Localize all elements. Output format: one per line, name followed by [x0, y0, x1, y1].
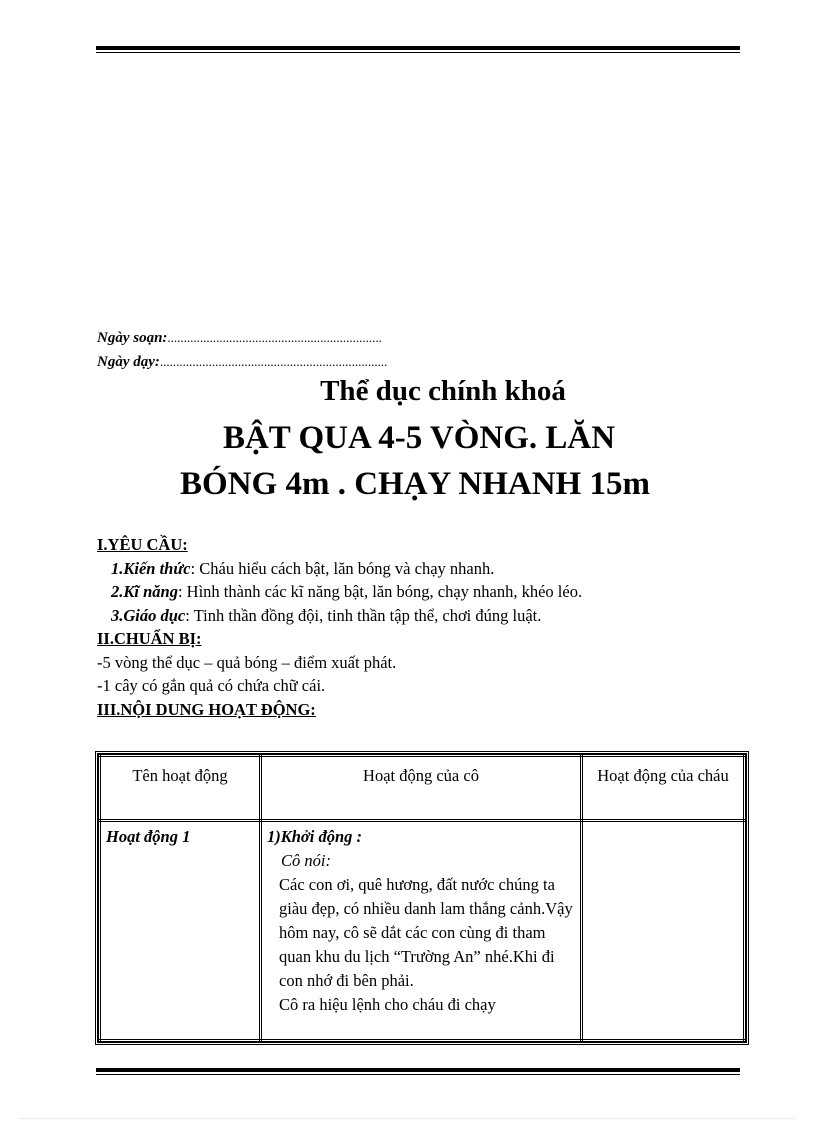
requirement-knowledge: 1.Kiến thức: Cháu hiểu cách bật, lăn bóng và chạy nhanh.: [111, 558, 495, 578]
warmup-heading: 1)Khởi động :: [267, 827, 363, 846]
date-block: [97, 326, 387, 374]
section-activities-heading: III.NỘI DUNG HOẠT ĐỘNG:: [97, 699, 316, 719]
lesson-content: [97, 533, 737, 721]
section-requirements-heading: I.YÊU CẦU:: [97, 535, 188, 554]
table-header-row: [100, 756, 745, 821]
teacher-says-label: Cô nói:: [281, 851, 331, 870]
section-preparation-heading: II.CHUẨN BỊ:: [97, 629, 202, 648]
child-activity-cell: [582, 821, 745, 1041]
page-edge-dotted-line: [20, 1118, 796, 1119]
teacher-paragraph-2: Cô ra hiệu lệnh cho cháu đi chạy: [279, 995, 496, 1014]
requirement-skills: 2.Kĩ năng: Hình thành các kĩ năng bật, lăn bóng, chạy nhanh, khéo léo.: [111, 582, 583, 601]
lesson-title-line1: BẬT QUA 4-5 VÒNG. LĂN: [222, 420, 616, 456]
requirement-education: 3.Giáo dục: Tinh thần đồng đội, tinh thần tập thể, chơi đúng luật.: [111, 605, 542, 625]
table-row: [100, 821, 745, 1041]
preparation-line-2: -1 cây có gắn quả có chứa chữ cái.: [97, 676, 326, 695]
preparation-line-1: -5 vòng thể dục – quả bóng – điểm xuất phát.: [97, 652, 397, 672]
header-teacher-activity: Hoạt động của cô: [261, 756, 582, 821]
activity-name-cell: Hoạt động 1: [100, 821, 261, 1041]
header-child-activity: Hoạt động của cháu: [582, 756, 745, 821]
header-activity-name: Tên hoạt động: [100, 756, 261, 821]
bottom-border-rule: [96, 1068, 740, 1075]
subject-title: Thể dục chính khoá: [320, 375, 566, 407]
date-taught-line: [97, 350, 387, 374]
teacher-activity-cell: [261, 821, 582, 1041]
activity-table: [95, 751, 749, 1045]
date-prepared-label: Ngày soạn:: [97, 330, 168, 346]
date-prepared-line: [97, 326, 387, 350]
date-taught-label: Ngày dạy:: [97, 354, 160, 370]
date-taught-dots: ......................................................................: [159, 354, 388, 369]
top-border-rule: [96, 46, 740, 53]
lesson-title-line2: BÓNG 4m . CHẠY NHANH 15m: [180, 466, 650, 502]
teacher-paragraph-1: Các con ơi, quê hương, đất nước chúng ta giàu đẹp, có nhiều danh lam thắng cảnh.Vậy hôm nay, cô sẽ dắt các con cùng đi tham quan khu du lịch “Trường An” nhé.Khi đi con nhớ đi bên phải.: [279, 875, 573, 990]
date-prepared-dots: ..................................................................: [167, 330, 382, 345]
